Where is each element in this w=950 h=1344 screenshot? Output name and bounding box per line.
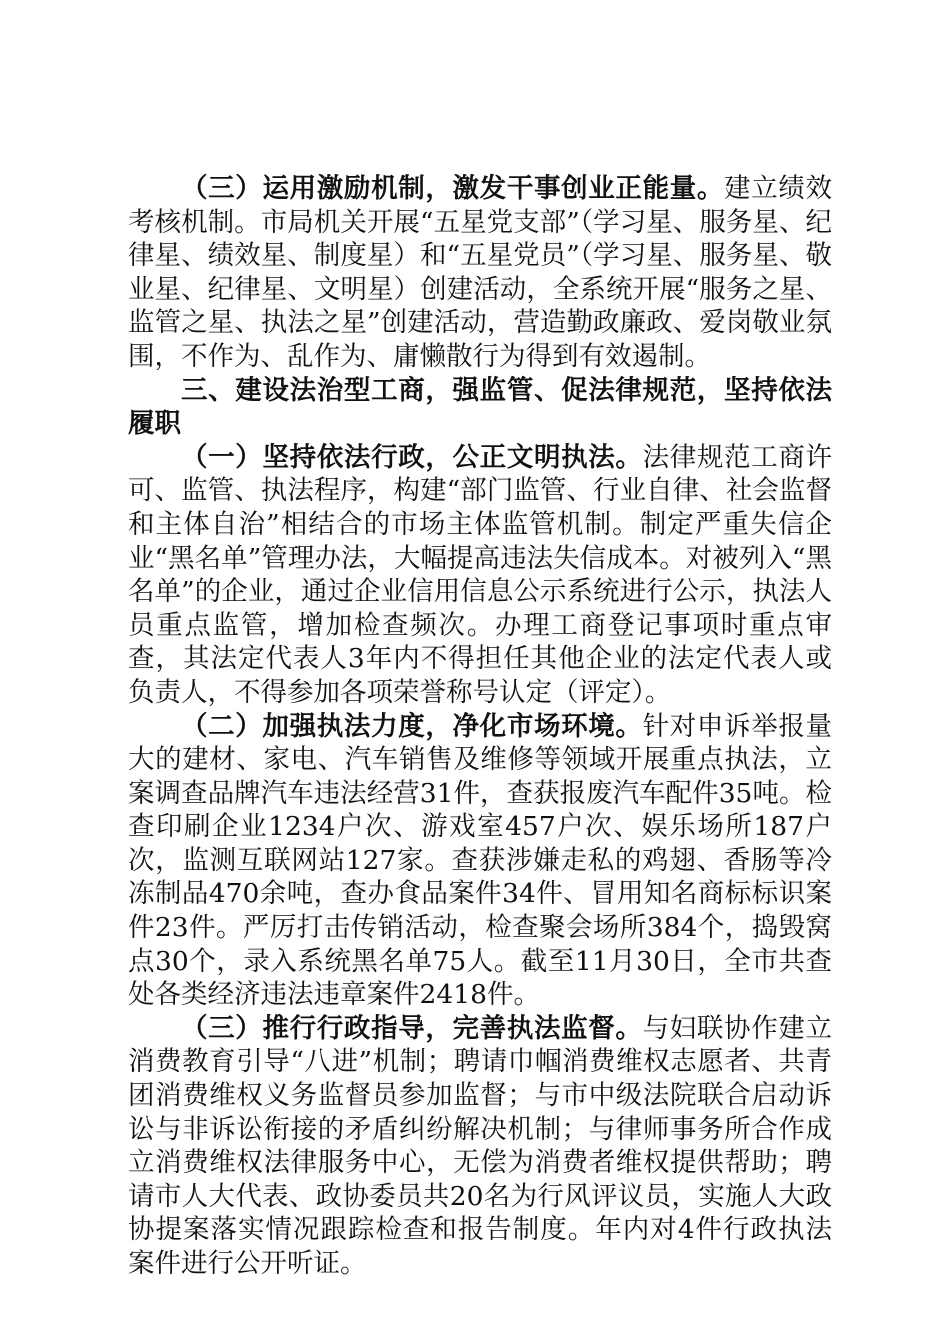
paragraph-body: 与妇联协作建立消费教育引导“八进”机制；聘请巾帼消费维权志愿者、共青团消费维权义务监督员参加监督；与市中级法院联合启动诉讼与非诉讼衔接的矛盾纠纷解决机制；与律师事务所合作成立消费维权法律服务中心，无偿为消费者维权提供帮助；聘请市人大代表、政协委员共20名为行风评议员，实施人大政协提案落实情况跟踪检查和报告制度。年内对4件行政执法案件进行公开听证。 [128,1012,833,1279]
document-page [128,172,832,1281]
paragraph-body: 建立绩效考核机制。市局机关开展“五星党支部”（学习星、服务星、纪律星、绩效星、制度星）和“五星党员”（学习星、服务星、敬业星、纪律星、文明星）创建活动，全系统开展“服务之星、监管之星、执法之星”创建活动，营造勤政廉政、爱岗敬业氛围，不作为、乱作为、庸懒散行为得到有效遏制。 [128,173,833,372]
paragraph-heading: （三）运用激励机制，激发干事创业正能量。 [181,173,725,204]
paragraph-administrative-guidance [128,1012,832,1281]
paragraph-law-enforcement [128,710,832,1012]
paragraph-incentive-mechanism [128,172,832,374]
paragraph-heading: （二）加强执法力度，净化市场环境。 [181,710,643,742]
paragraph-heading: （一）坚持依法行政，公正文明执法。 [181,441,643,473]
paragraph-heading: （三）推行行政指导，完善执法监督。 [181,1012,643,1044]
paragraph-body: 针对申诉举报量大的建材、家电、汽车销售及维修等领域开展重点执法，立案调查品牌汽车违法经营31件，查获报废汽车配件35吨。检查印刷企业1234户次、游戏室457户次、娱乐场所187户次，监测互联网站127家。查获涉嫌走私的鸡翅、香肠等冷冻制品470余吨，查办食品案件34件、冒用知名商标标识案件23件。严厉打击传销活动，检查聚会场所384个，捣毁窝点30个，录入系统黑名单75人。截至11月30日，全市共查处各类经济违法违章案件2418件。 [128,710,833,1011]
paragraph-body: 法律规范工商许可、监管、执法程序，构建“部门监管、行业自律、社会监督和主体自治”相结合的市场主体监管机制。制定严重失信企业“黑名单”管理办法，大幅提高违法失信成本。对被列入“黑名单”的企业，通过企业信用信息公示系统进行公示，执法人员重点监管，增加检查频次。办理工商登记事项时重点审查，其法定代表人3年内不得担任其他企业的法定代表人或负责人，不得参加各项荣誉称号认定（评定）。 [128,441,833,708]
paragraph-lawful-administration [128,441,832,710]
section-title: 三、建设法治型工商，强监管、促法律规范，坚持依法履职 [128,374,832,440]
